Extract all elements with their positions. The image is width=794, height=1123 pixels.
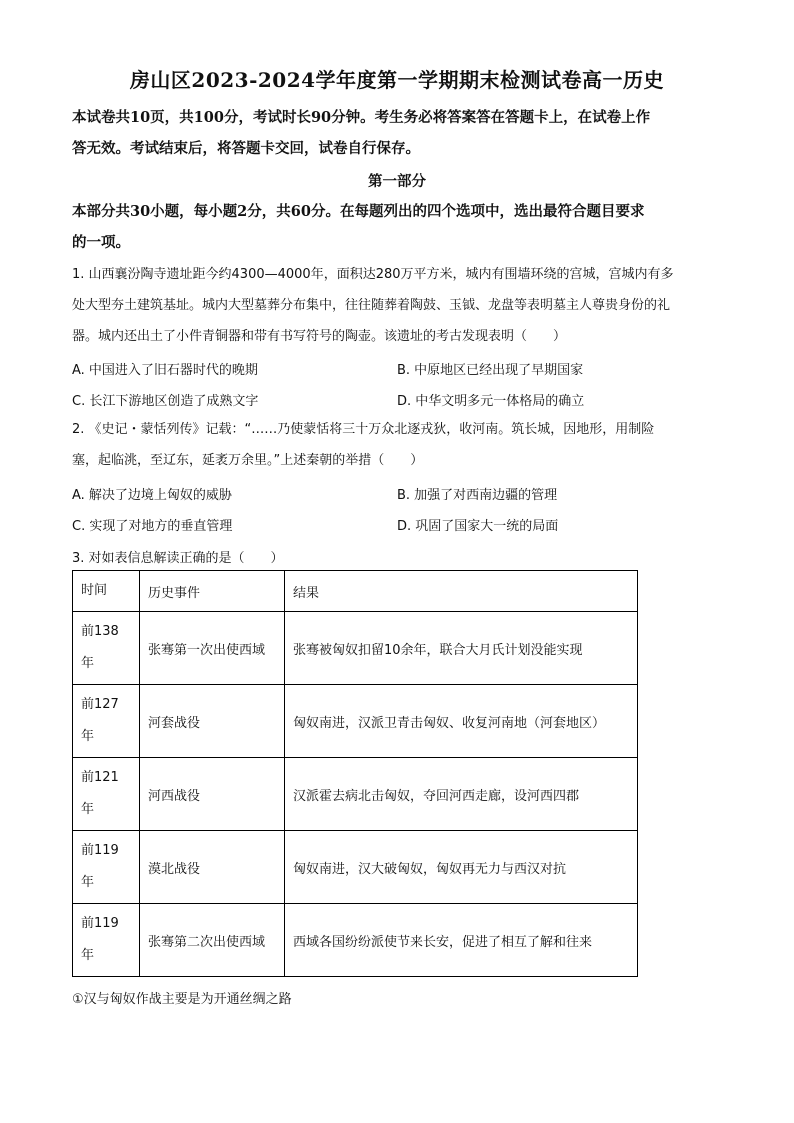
cell-result: 匈奴南进，汉派卫青击匈奴、收复河南地（河套地区） <box>285 685 638 758</box>
q1-option-d[interactable]: D. 中华文明多元一体格局的确立 <box>397 394 585 409</box>
q1-option-b[interactable]: B. 中原地区已经出现了早期国家 <box>397 363 584 378</box>
cell-result: 张骞被匈奴扣留10余年，联合大月氏计划没能实现 <box>285 612 638 685</box>
q1-line-3: 器。城内还出土了小件青铜器和带有书写符号的陶壶。该遗址的考古发现表明（ ） <box>72 329 567 344</box>
cell-event: 张骞第二次出使西域 <box>140 904 285 977</box>
instructions-line-2: 答无效。考试结束后，将答题卡交回，试卷自行保存。 <box>72 140 420 157</box>
history-events-table <box>72 570 638 977</box>
table-row <box>73 831 638 904</box>
instructions-line-1: 本试卷共10页，共100分，考试时长90分钟。考生务必将答案答在答题卡上，在试卷上作 <box>72 109 651 126</box>
table-row <box>73 904 638 977</box>
cell-time: 前138 年 <box>73 612 140 685</box>
table-row <box>73 685 638 758</box>
cell-event: 河套战役 <box>140 685 285 758</box>
cell-result: 汉派霍去病北击匈奴，夺回河西走廊，设河西四郡 <box>285 758 638 831</box>
cell-result: 西域各国纷纷派使节来长安，促进了相互了解和往来 <box>285 904 638 977</box>
q2-option-c[interactable]: C. 实现了对地方的垂直管理 <box>72 519 233 534</box>
cell-time: 前127 年 <box>73 685 140 758</box>
header-event: 历史事件 <box>140 571 285 612</box>
q2-line-2: 塞，起临洮，至辽东，延袤万余里。”上述秦朝的举措（ ） <box>72 453 424 468</box>
header-result: 结果 <box>285 571 638 612</box>
q2-option-d[interactable]: D. 巩固了国家大一统的局面 <box>397 519 559 534</box>
section-title: 第一部分 <box>368 173 426 190</box>
q1-option-a[interactable]: A. 中国进入了旧石器时代的晚期 <box>72 363 258 378</box>
section-desc-line-1: 本部分共30小题，每小题2分，共60分。在每题列出的四个选项中，选出最符合题目要求 <box>72 203 645 220</box>
cell-time: 前121 年 <box>73 758 140 831</box>
cell-event: 漠北战役 <box>140 831 285 904</box>
cell-event: 张骞第一次出使西域 <box>140 612 285 685</box>
cell-event: 河西战役 <box>140 758 285 831</box>
section-desc-line-2: 的一项。 <box>72 234 130 251</box>
q1-line-2: 处大型夯土建筑基址。城内大型墓葬分布集中，往往随葬着陶鼓、玉钺、龙盘等表明墓主人尊贵身份的礼 <box>72 298 671 313</box>
table-row <box>73 612 638 685</box>
q1-line-1: 1. 山西襄汾陶寺遗址距今约4300—4000年，面积达280万平方米，城内有围墙环绕的宫城，宫城内有多 <box>72 267 674 282</box>
page-title: 房山区2023-2024学年度第一学期期末检测试卷高一历史 <box>129 68 665 92</box>
table-row <box>73 758 638 831</box>
cell-time: 前119 年 <box>73 904 140 977</box>
q3-statement-1: ①汉与匈奴作战主要是为开通丝绸之路 <box>72 992 292 1007</box>
q3-stem: 3. 对如表信息解读正确的是（ ） <box>72 551 284 566</box>
q2-option-a[interactable]: A. 解决了边境上匈奴的威胁 <box>72 488 232 503</box>
cell-result: 匈奴南进，汉大破匈奴，匈奴再无力与西汉对抗 <box>285 831 638 904</box>
q1-option-c[interactable]: C. 长江下游地区创造了成熟文字 <box>72 394 259 409</box>
q2-option-b[interactable]: B. 加强了对西南边疆的管理 <box>397 488 558 503</box>
header-time: 时间 <box>73 571 140 612</box>
q2-line-1: 2. 《史记・蒙恬列传》记载：“……乃使蒙恬将三十万众北逐戎狄，收河南。筑长城，因地形，用制险 <box>72 422 655 437</box>
cell-time: 前119 年 <box>73 831 140 904</box>
table-header-row <box>73 571 638 612</box>
